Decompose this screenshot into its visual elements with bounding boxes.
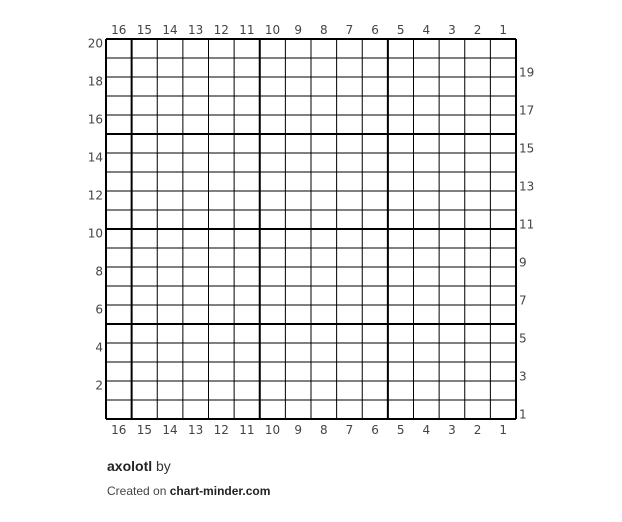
row-label-right: 15: [519, 141, 535, 156]
row-label-left: 4: [95, 340, 103, 355]
row-label-left: 10: [87, 226, 103, 241]
column-label-bottom: 1: [499, 423, 508, 437]
row-label-left: 18: [87, 74, 103, 89]
column-label-top: 14: [162, 23, 178, 37]
pattern-title: [107, 458, 171, 474]
column-label-bottom: 6: [371, 423, 379, 437]
credit-prefix: Created on: [107, 484, 167, 498]
credit-site-link[interactable]: chart-minder.com: [169, 484, 271, 498]
column-label-bottom: 10: [264, 423, 281, 437]
row-label-right: 11: [519, 217, 535, 232]
row-label-left: 20: [87, 36, 103, 51]
column-label-bottom: 14: [162, 423, 178, 437]
row-label-right: 9: [519, 255, 527, 270]
column-label-bottom: 13: [188, 423, 204, 437]
column-label-top: 12: [213, 23, 229, 37]
column-label-bottom: 3: [448, 423, 456, 437]
column-label-top: 8: [319, 23, 328, 37]
row-label-right: 7: [519, 293, 527, 308]
row-label-right: 1: [519, 407, 527, 422]
row-label-right: 19: [519, 65, 535, 80]
row-label-left: 8: [95, 264, 103, 279]
column-label-top: 15: [136, 23, 153, 37]
pattern-by: by: [156, 458, 171, 474]
row-label-left: 16: [87, 112, 103, 127]
row-label-right: 13: [519, 179, 535, 194]
column-label-top: 13: [188, 23, 204, 37]
column-label-bottom: 2: [473, 423, 482, 437]
column-label-bottom: 16: [111, 423, 127, 437]
row-label-left: 2: [95, 378, 103, 393]
column-label-top: 5: [396, 23, 405, 37]
column-label-top: 9: [294, 23, 303, 37]
column-label-bottom: 12: [213, 423, 229, 437]
column-label-top: 6: [371, 23, 379, 37]
column-label-top: 2: [473, 23, 482, 37]
column-label-bottom: 9: [294, 423, 303, 437]
column-label-top: 11: [239, 23, 255, 37]
column-label-top: 3: [448, 23, 456, 37]
column-label-top: 10: [264, 23, 281, 37]
column-label-bottom: 8: [319, 423, 328, 437]
column-label-bottom: 7: [345, 423, 354, 437]
row-label-left: 12: [87, 188, 103, 203]
column-label-top: 16: [111, 23, 127, 37]
row-label-right: 3: [519, 369, 527, 384]
column-label-bottom: 5: [396, 423, 405, 437]
column-label-top: 7: [345, 23, 354, 37]
pattern-name: axolotl: [107, 458, 153, 474]
column-label-bottom: 11: [239, 423, 255, 437]
column-label-top: 4: [422, 23, 431, 37]
column-label-bottom: 15: [136, 423, 153, 437]
row-label-right: 17: [519, 103, 535, 118]
column-label-top: 1: [499, 23, 508, 37]
row-label-right: 5: [519, 331, 527, 346]
row-label-left: 14: [87, 150, 103, 165]
credit-line: [107, 484, 270, 498]
column-label-bottom: 4: [422, 423, 431, 437]
row-label-left: 6: [95, 302, 103, 317]
